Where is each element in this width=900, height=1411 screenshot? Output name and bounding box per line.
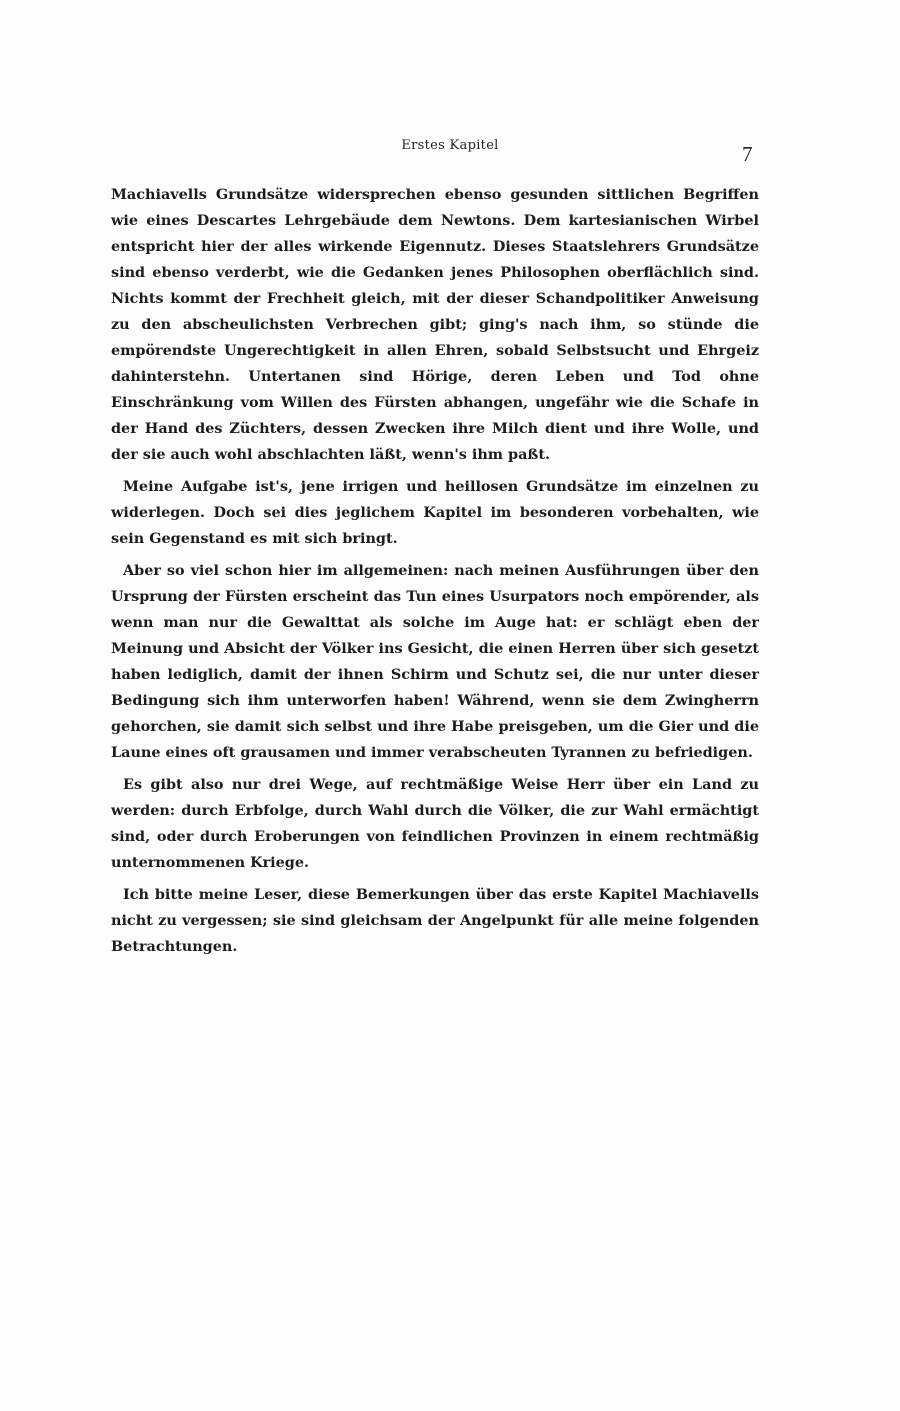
running-title: Erstes Kapitel (401, 138, 499, 153)
paragraph: Ich bitte meine Leser, diese Bemerkungen über das erste Kapitel Machiavells nicht zu vergessen; sie sind gleichsam der Angelpunkt für alle meine folgenden Betrachtungen. (111, 886, 759, 955)
paragraph: Meine Aufgabe ist's, jene irrigen und heillosen Grundsätze im einzelnen zu widerlegen. Doch sei dies jeglichem Kapitel im besonderen vorbehalten, wie sein Gegenstand es mit sich bringt. (111, 478, 759, 547)
paragraph: Aber so viel schon hier im allgemeinen: nach meinen Ausführungen über den Ursprung der Fürsten erscheint das Tun eines Usurpators noch empörender, als wenn man nur die Gewalttat als solche im Auge hat: er schlägt eben der Meinung und Absicht der Völker ins Gesicht, die einen Herren über sich gesetzt haben lediglich, damit der ihnen Schirm und Schutz sei, die nur unter dieser Bedingung sich ihm unterworfen haben! Während, wenn sie dem Zwingherrn gehorchen, sie damit sich selbst und ihre Habe preisgeben, um die Gier und die Laune eines oft grausamen und immer verabscheuten Tyrannen zu befriedigen. (111, 562, 759, 761)
paragraph: Es gibt also nur drei Wege, auf rechtmäßige Weise Herr über ein Land zu werden: durch Erbfolge, durch Wahl durch die Völker, die zur Wahl ermächtigt sind, oder durch Eroberungen von feindlichen Provinzen in einem rechtmäßig unternommenen Kriege. (111, 776, 759, 871)
paragraph: Machiavells Grundsätze widersprechen ebenso gesunden sittlichen Begriffen wie eines Descartes Lehrgebäude dem Newtons. Dem kartesianischen Wirbel entspricht hier der alles wirkende Eigennutz. Dieses Staatslehrers Grundsätze sind ebenso verderbt, wie die Gedanken jenes Philosophen oberflächlich sind. Nichts kommt der Frechheit gleich, mit der dieser Schandpolitiker Anweisung zu den abscheulichsten Verbrechen gibt; ging's nach ihm, so stünde die empörendste Ungerechtigkeit in allen Ehren, sobald Selbstsucht und Ehrgeiz dahinterstehn. Untertanen sind Hörige, deren Leben und Tod ohne Einschränkung vom Willen des Fürsten abhangen, ungefähr wie die Schafe in der Hand des Züchters, dessen Zwecken ihre Milch dient und ihre Wolle, und der sie auch wohl abschlachten läßt, wenn's ihm paßt. (111, 186, 759, 463)
body-text (111, 182, 759, 966)
page-number: 7 (742, 142, 753, 166)
